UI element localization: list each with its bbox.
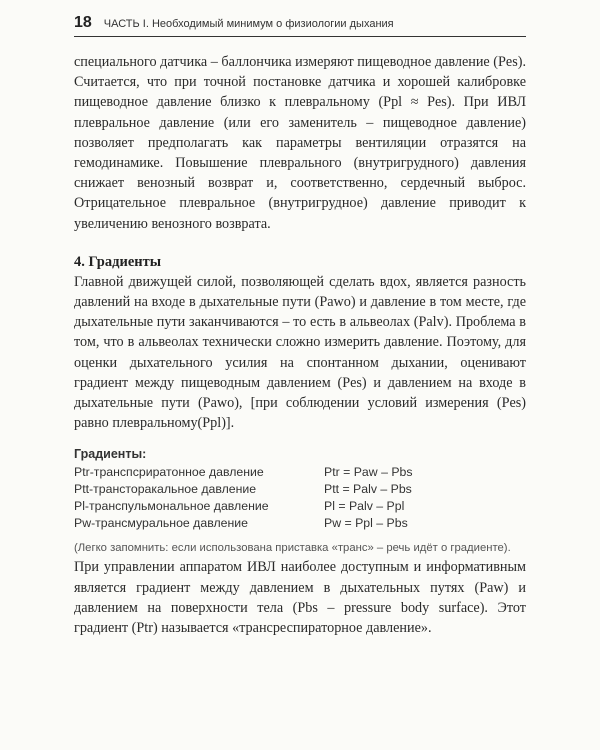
page-number: 18 [74,14,92,31]
gradient-name: Pw-трансмуральное давление [74,516,248,531]
page-header [74,14,526,37]
running-head: ЧАСТЬ I. Необходимый минимум о физиологии дыхания [103,18,394,30]
gradient-name: Ptt-трансторакальное давление [74,482,257,497]
gradient-formula: Ptt = Palv – Pbs [324,482,412,497]
gradient-formula: Pl = Palv – Ppl [324,499,405,514]
gradients-title: Градиенты: [74,447,147,462]
gradient-name: Pl-транспульмональное давление [74,499,269,514]
gradient-formula: Ptr = Paw – Pbs [324,465,413,480]
gradient-row [74,498,526,515]
gradient-name: Ptr-транспсриратонное давление [74,465,264,480]
section-title: 4. Градиенты [74,253,162,270]
gradients-box [74,447,526,557]
page-content [74,52,526,638]
gradients-note: (Легко запомнить: если использована приставка «транс» – речь идёт о градиенте). [74,542,511,555]
paragraph-transrespiratory: При управлении аппаратом ИВЛ наиболее доступным и информативным является градиент между давлением в дыхательных путях (Paw) и давлением на поверхности тела (Pbs – pressure body surface). Этот градиент (Ptr) называется «трансреспираторное давление». [74,559,526,637]
paragraph-gradients: Главной движущей силой, позволяющей сделать вдох, является разность давлений на входе в дыхательные пути (Pawo) и давление в том месте, где дыхательные пути заканчиваются – то есть в альвеолах (Palv). Проблема в том, что в альвеолах технически сложно измерить давление. Поэтому, для оценки дыхательного усилия на спонтанном дыхании, оценивают градиент между пищеводным давлением (Pes) и давлением на входе в дыхательные пути (Pawo), [при соблюдении условий измерения (Pes) равно плевральному(Ppl)]. [74,273,526,432]
gradient-row [74,481,526,498]
gradient-row [74,464,526,481]
paragraph-esophageal-pressure: специального датчика – баллончика измеряют пищеводное давление (Pes). Считается, что при точной постановке датчика и хорошей калибровке пищеводное давление близко к плевральному (Ppl ≈ Pes). При ИВЛ плевральное давление (или его заменитель – пищеводное давление) позволяет предполагать как параметры вентиляции отразятся на гемодинамике. Повышение плеврального (внутригрудного) давления снижает венозный возврат и, соответственно, сердечный выброс. Отрицательное плевральное (внутригрудное) давление приводит к увеличению венозного возврата. [74,54,526,232]
gradient-row [74,515,526,532]
gradient-formula: Pw = Ppl – Pbs [324,516,408,531]
